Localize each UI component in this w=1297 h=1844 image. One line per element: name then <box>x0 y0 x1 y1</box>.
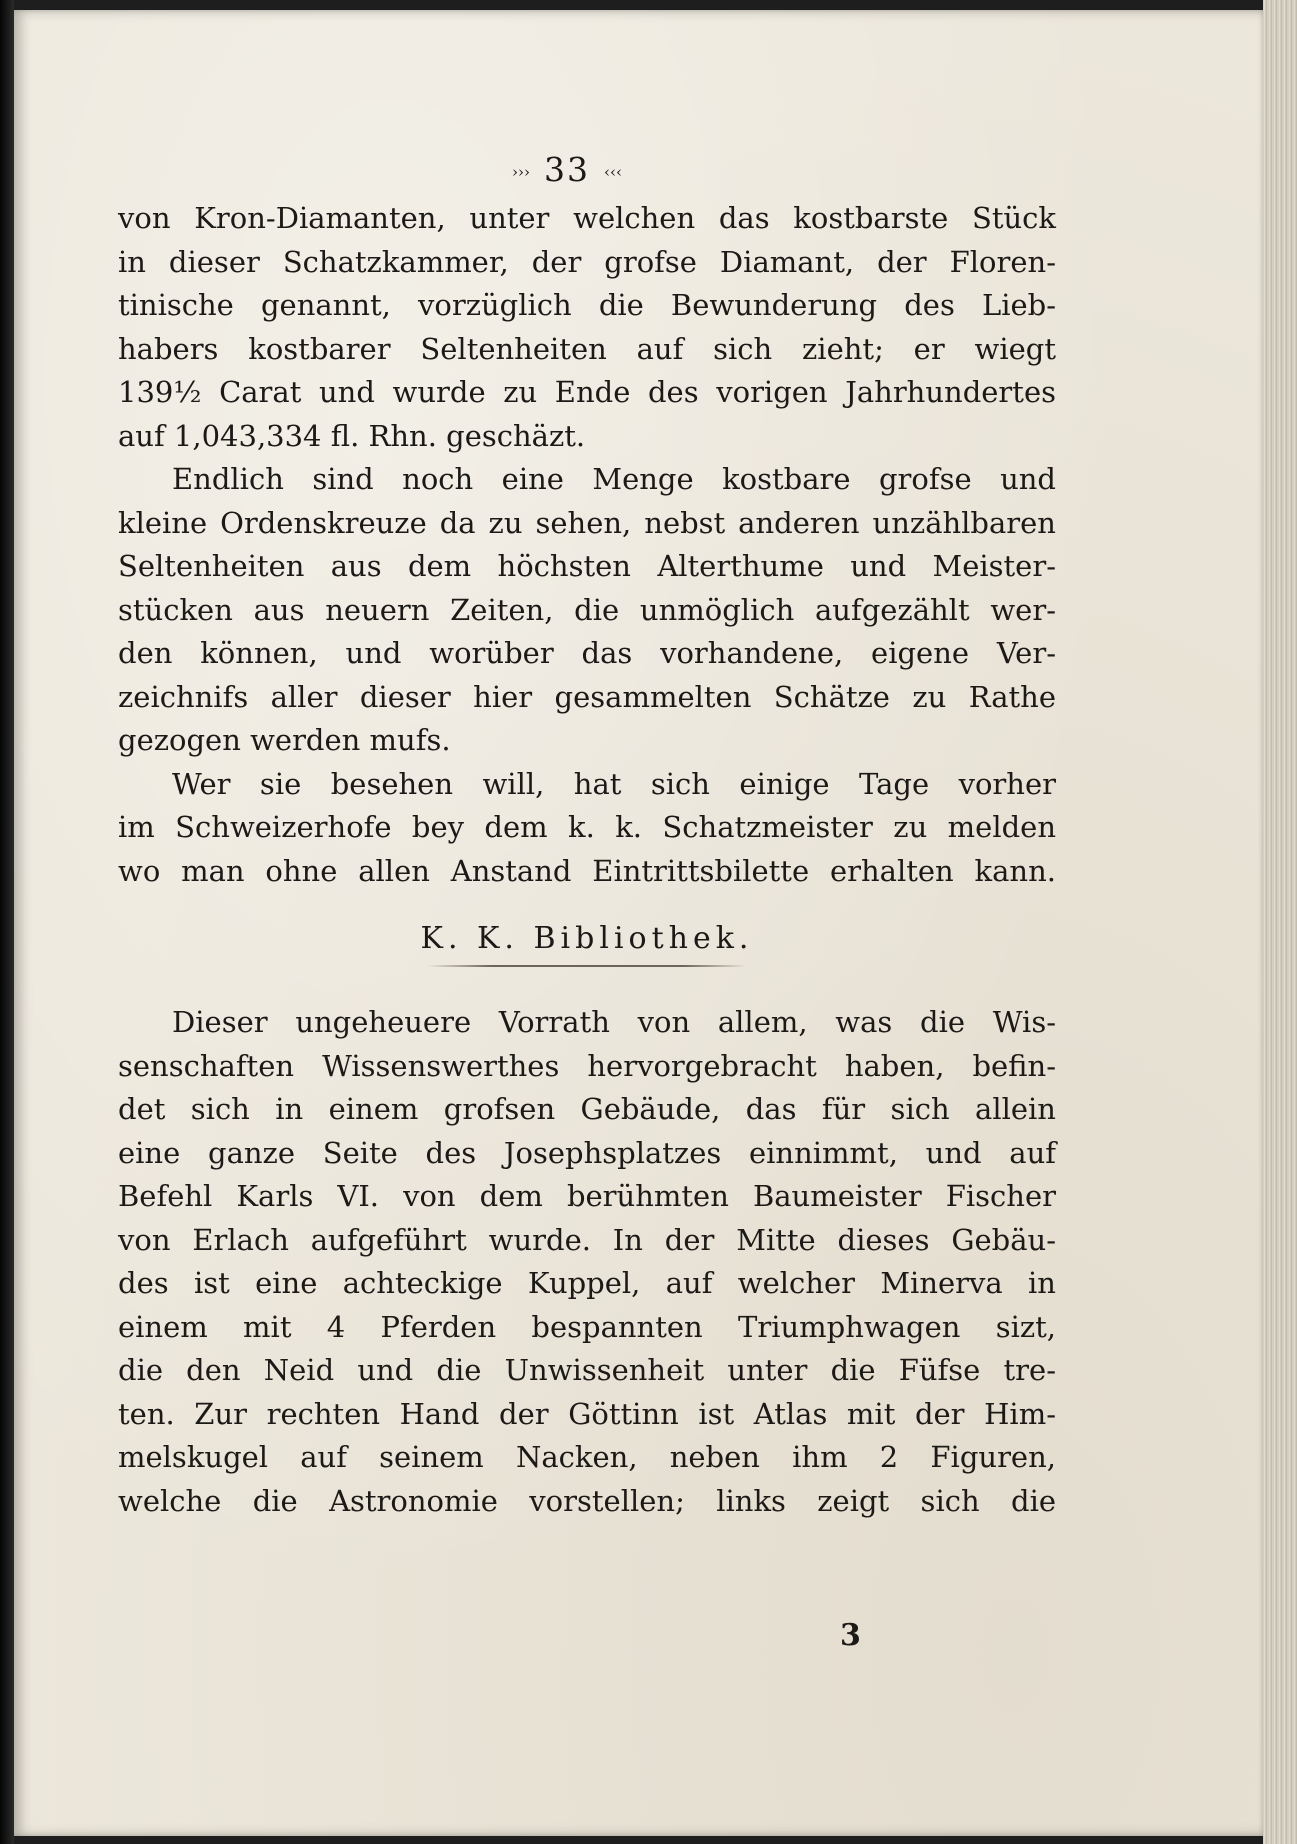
binding-shadow <box>0 0 14 1844</box>
page-number: 33 <box>544 150 590 189</box>
paragraph-visiting <box>118 763 1056 894</box>
text-line: senschaften Wissenswerthes hervorgebracht haben, befin- <box>118 1048 1056 1083</box>
paragraph-orders <box>118 458 1056 763</box>
text-line: die den Neid und die Unwissenheit unter die Füfse tre- <box>118 1353 1056 1387</box>
text-line: eine ganze Seite des Josephsplatzes einnimmt, und auf <box>118 1135 1056 1170</box>
text-line: Wer sie besehen will, hat sich einige Tage vorher <box>172 766 1056 801</box>
text-line: melskugel auf seinem Nacken, neben ihm 2 Figuren, <box>118 1440 1056 1474</box>
text-line: tinische genannt, vorzüglich die Bewunderung des Lieb- <box>118 288 1056 322</box>
section-title: K. K. Bibliothek. <box>420 921 754 956</box>
text-line: welche die Astronomie vorstellen; links zeigt sich die <box>118 1483 1056 1518</box>
paragraph-library <box>118 1001 1056 1523</box>
text-line: in dieser Schatzkammer, der grofse Diamant, der Floren- <box>118 244 1056 279</box>
section-rule <box>427 965 747 967</box>
text-line: Seltenheiten aus dem höchsten Alterthume und Meister- <box>118 549 1056 583</box>
text-line: habers kostbarer Seltenheiten auf sich zieht; er wiegt <box>118 331 1056 366</box>
signature-mark: 3 <box>840 1618 861 1653</box>
text-line: des ist eine achteckige Kuppel, auf welcher Minerva in <box>118 1266 1056 1300</box>
text-line: kleine Ordenskreuze da zu sehen, nebst anderen unzählbaren <box>118 505 1056 540</box>
text-line: zeichnifs aller dieser hier gesammelten Schätze zu Rathe <box>118 679 1056 714</box>
text-line: auf 1,043,334 fl. Rhn. geschäzt. <box>118 418 586 453</box>
text-line: von Kron-Diamanten, unter welchen das kostbarste Stück <box>118 201 1056 235</box>
text-line: det sich in einem grofsen Gebäude, das für sich allein <box>118 1092 1056 1126</box>
text-line: von Erlach aufgeführt wurde. In der Mitte dieses Gebäu- <box>118 1222 1056 1257</box>
page-text <box>118 150 1056 1523</box>
page-edges <box>1263 0 1297 1844</box>
text-line: wo man ohne allen Anstand Eintrittsbilette erhalten kann. <box>118 853 1056 888</box>
text-line: stücken aus neuern Zeiten, die unmöglich aufgezählt wer- <box>118 592 1056 627</box>
text-line: ten. Zur rechten Hand der Göttinn ist Atlas mit der Him- <box>118 1396 1056 1431</box>
text-line: gezogen werden mufs. <box>118 723 451 757</box>
text-line: 139½ Carat und wurde zu Ende des vorigen Jahrhundertes <box>118 375 1056 409</box>
text-line: im Schweizerhofe bey dem k. k. Schatzmeister zu melden <box>118 810 1056 844</box>
paragraph-crown-diamonds <box>118 197 1056 458</box>
running-header <box>98 150 1036 189</box>
text-line: einem mit 4 Pferden bespannten Triumphwagen sizt, <box>118 1309 1056 1344</box>
text-line: Endlich sind noch eine Menge kostbare grofse und <box>172 462 1056 496</box>
ornament-left: ››› <box>512 163 530 181</box>
text-line: Befehl Karls VI. von dem berühmten Baumeister Fischer <box>118 1179 1056 1213</box>
ornament-right: ‹‹‹ <box>604 163 622 181</box>
text-line: Dieser ungeheuere Vorrath von allem, was die Wis- <box>172 1005 1056 1039</box>
text-line: den können, und worüber das vorhandene, eigene Ver- <box>118 636 1056 670</box>
